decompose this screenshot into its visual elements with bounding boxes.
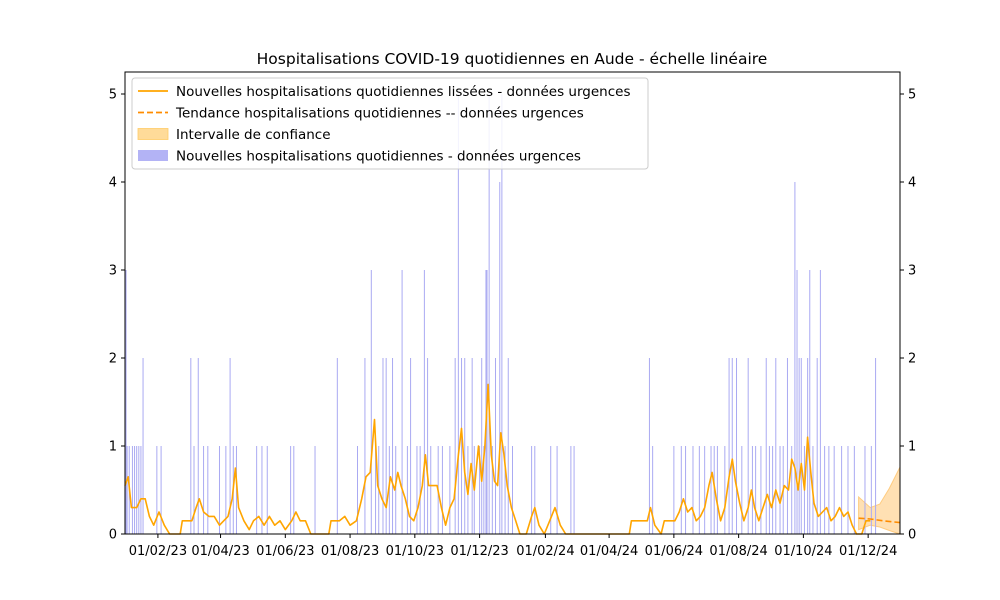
daily-hospitalisation-bar <box>847 446 848 534</box>
daily-hospitalisation-bar <box>732 358 733 534</box>
daily-hospitalisation-bar <box>801 358 802 534</box>
legend <box>132 78 648 169</box>
x-tick-label: 01/10/24 <box>774 544 833 559</box>
daily-hospitalisation-bar <box>499 182 500 534</box>
daily-hospitalisation-bar <box>570 446 571 534</box>
daily-hospitalisation-bar <box>410 358 411 534</box>
daily-hospitalisation-bar <box>464 358 465 534</box>
daily-hospitalisation-bar <box>132 446 133 534</box>
daily-hospitalisation-bar <box>293 446 294 534</box>
daily-hospitalisation-bar <box>809 270 810 534</box>
daily-hospitalisation-bar <box>741 446 742 534</box>
daily-hospitalisation-bar <box>449 446 450 534</box>
daily-hospitalisation-bar <box>472 358 473 534</box>
daily-hospitalisation-bar <box>797 270 798 534</box>
daily-hospitalisation-bar <box>198 358 199 534</box>
daily-hospitalisation-bar <box>794 182 795 534</box>
x-tick-label: 01/12/23 <box>450 544 509 559</box>
daily-hospitalisation-bar <box>127 446 128 534</box>
daily-hospitalisation-bar <box>194 446 195 534</box>
daily-hospitalisation-bar <box>799 358 800 534</box>
daily-hospitalisation-bar <box>834 446 835 534</box>
legend-swatch-bars <box>138 150 168 161</box>
daily-hospitalisation-bar <box>699 446 700 534</box>
daily-hospitalisation-bar <box>755 446 756 534</box>
x-tick-label: 01/10/23 <box>385 544 445 559</box>
daily-hospitalisation-bar <box>871 446 872 534</box>
y-tick-label-right: 2 <box>908 351 917 367</box>
x-tick-label: 01/02/23 <box>128 544 188 559</box>
daily-hospitalisation-bar <box>190 358 191 534</box>
x-tick-label: 01/02/24 <box>516 544 575 559</box>
y-tick-label-right: 1 <box>908 439 917 455</box>
daily-hospitalisation-bar <box>704 446 705 534</box>
daily-hospitalisation-bar <box>392 358 393 534</box>
daily-hospitalisation-bar <box>681 446 682 534</box>
legend-label: Tendance hospitalisations quotidiennes -- données urgences <box>176 105 584 122</box>
legend-swatch-confidence <box>138 129 168 140</box>
daily-hospitalisation-bar <box>134 446 135 534</box>
daily-hospitalisation-bar <box>772 446 773 534</box>
daily-hospitalisation-bar <box>692 446 693 534</box>
x-tick-label: 01/06/24 <box>644 544 704 559</box>
daily-hospitalisation-bar <box>574 446 575 534</box>
legend-label: Nouvelles hospitalisations quotidiennes lissées - données urgences <box>176 84 631 100</box>
legend-label: Nouvelles hospitalisations quotidiennes - données urgences <box>176 148 581 165</box>
daily-hospitalisation-bar <box>315 446 316 534</box>
daily-hospitalisation-bar <box>219 446 220 534</box>
x-tick-label: 01/04/23 <box>191 544 250 559</box>
daily-hospitalisation-bar <box>769 446 770 534</box>
daily-hospitalisation-bar <box>402 270 403 534</box>
x-tick-label: 01/04/24 <box>579 544 639 559</box>
daily-hospitalisation-bar <box>161 446 162 534</box>
daily-hospitalisation-bar <box>711 446 712 534</box>
y-tick-label-left: 5 <box>108 87 117 103</box>
daily-hospitalisation-bar <box>442 446 443 534</box>
chart-title: Hospitalisations COVID-19 quotidiennes en Aude - échelle linéaire <box>256 50 768 68</box>
daily-hospitalisation-bar <box>455 358 456 534</box>
daily-hospitalisation-bar <box>760 446 761 534</box>
y-tick-label-right: 3 <box>908 263 917 279</box>
daily-hospitalisation-bar <box>824 446 825 534</box>
daily-hospitalisation-bar <box>156 446 157 534</box>
x-tick-label: 01/12/24 <box>838 544 898 559</box>
daily-hospitalisation-bar <box>256 446 257 534</box>
daily-hospitalisation-bar <box>828 446 829 534</box>
daily-hospitalisation-bar <box>557 446 558 534</box>
daily-hospitalisation-bar <box>780 446 781 534</box>
daily-hospitalisation-bar <box>736 358 737 534</box>
daily-hospitalisation-bar <box>225 446 226 534</box>
daily-hospitalisation-bar <box>420 446 421 534</box>
daily-hospitalisation-bar <box>203 446 204 534</box>
daily-hospitalisation-bar <box>729 358 730 534</box>
y-tick-label-right: 0 <box>908 527 917 543</box>
daily-hospitalisation-bar <box>136 446 137 534</box>
daily-hospitalisation-bar <box>461 358 462 534</box>
y-tick-label-right: 4 <box>908 175 917 191</box>
daily-hospitalisation-bar <box>138 446 139 534</box>
daily-hospitalisation-bar <box>787 358 788 534</box>
daily-hospitalisation-bar <box>382 358 383 534</box>
daily-hospitalisation-bar <box>817 358 818 534</box>
daily-hospitalisation-bar <box>207 446 208 534</box>
daily-hospitalisation-bar <box>875 358 876 534</box>
daily-hospitalisation-bar <box>430 446 431 534</box>
daily-hospitalisation-bar <box>531 446 532 534</box>
daily-hospitalisation-bar <box>820 270 821 534</box>
daily-hospitalisation-bar <box>508 358 509 534</box>
y-tick-label-left: 0 <box>108 527 117 543</box>
daily-hospitalisation-bar <box>337 358 338 534</box>
daily-hospitalisation-bar <box>685 446 686 534</box>
daily-hospitalisation-bar <box>371 270 372 534</box>
daily-hospitalisation-bar <box>717 446 718 534</box>
x-tick-label: 01/06/23 <box>256 544 315 559</box>
y-tick-label-right: 5 <box>908 87 917 103</box>
daily-hospitalisation-bar <box>534 446 535 534</box>
daily-hospitalisation-bar <box>126 270 127 534</box>
daily-hospitalisation-bar <box>495 358 496 534</box>
x-tick-label: 01/08/23 <box>320 544 380 559</box>
daily-hospitalisation-bar <box>841 446 842 534</box>
legend-label: Intervalle de confiance <box>176 127 331 143</box>
daily-hospitalisation-bar <box>775 358 776 534</box>
daily-hospitalisation-bar <box>424 270 425 534</box>
daily-hospitalisation-bar <box>364 358 365 534</box>
daily-hospitalisation-bar <box>724 446 725 534</box>
y-tick-label-left: 3 <box>108 263 117 279</box>
daily-hospitalisation-bar <box>407 446 408 534</box>
daily-hospitalisation-bar <box>143 358 144 534</box>
y-tick-label-left: 2 <box>108 351 117 367</box>
x-tick-label: 01/08/24 <box>709 544 768 559</box>
daily-hospitalisation-bar <box>512 446 513 534</box>
y-tick-label-left: 1 <box>108 439 117 455</box>
y-tick-label-left: 4 <box>108 175 117 191</box>
daily-hospitalisation-bar <box>854 446 855 534</box>
daily-hospitalisation-bar <box>481 358 482 534</box>
daily-hospitalisation-bar <box>427 358 428 534</box>
daily-hospitalisation-bar <box>416 446 417 534</box>
daily-hospitalisation-bar <box>140 446 141 534</box>
daily-hospitalisation-bar <box>485 270 486 534</box>
daily-hospitalisation-bar <box>766 358 767 534</box>
